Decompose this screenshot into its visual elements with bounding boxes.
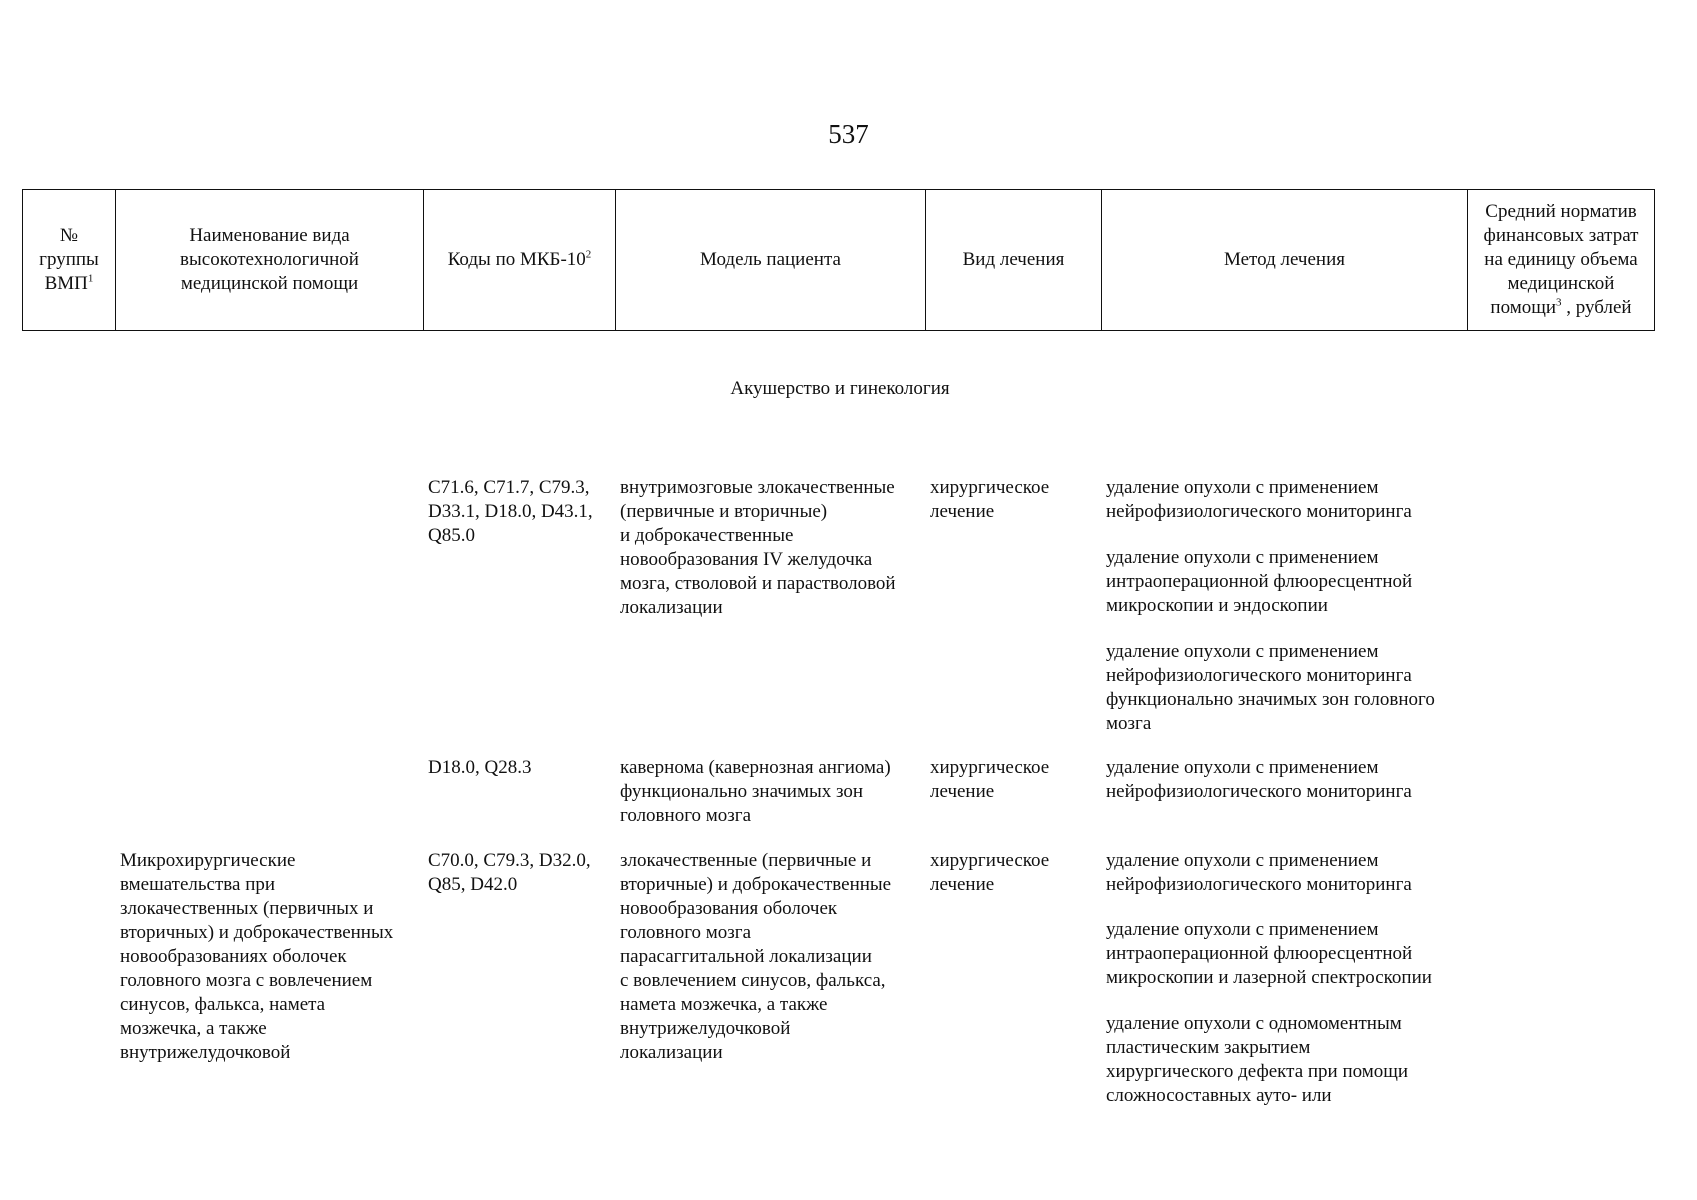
header-care-type-text: Наименование вида высокотехнологичной медицинской помощи <box>180 225 359 294</box>
row-1-patient-model: внутримозговые злокачественные (первичные и вторичные) и доброкачественные новообразования IV желудочка мозга, стволовой и парастволовой локализации <box>620 477 896 618</box>
row-1-method-1: удаление опухоли с применением нейрофизиологического мониторинга <box>1106 477 1412 522</box>
row-2-method-1: удаление опухоли с применением нейрофизиологического мониторинга <box>1106 757 1412 802</box>
row-1-codes: C71.6, C71.7, C79.3, D33.1, D18.0, D43.1, Q85.0 <box>428 477 593 546</box>
row-1-method-2: удаление опухоли с применением интраоперационной флюоресцентной микроскопии и эндоскопии <box>1106 547 1413 616</box>
section-title: Акушерство и гинекология <box>730 378 950 399</box>
row-3-method-2: удаление опухоли с применением интраоперационной флюоресцентной микроскопии и лазерной спектроскопии <box>1106 919 1432 988</box>
footnote-marker: 2 <box>585 248 592 261</box>
row-1-treatment-type: хирургическое лечение <box>930 477 1050 522</box>
header-treatment-method-text: Метод лечения <box>1223 249 1345 270</box>
header-icd-codes <box>424 190 616 331</box>
row-3-method-3: удаление опухоли с одномоментным пластическим закрытием хирургического дефекта при помощи сложносоставных ауто- или <box>1106 1013 1409 1106</box>
page-number: 537 <box>828 119 869 149</box>
row-3-treatment-type: хирургическое лечение <box>930 850 1050 895</box>
row-2-patient-model: кавернома (кавернозная ангиома) функционально значимых зон головного мозга <box>620 757 891 826</box>
header-icd-codes-text: Коды по МКБ-10 <box>447 249 586 270</box>
row-3-care-type-name: Микрохирургические вмешательства при злокачественных (первичных и вторичных) и доброкачественных новообразованиях оболочек головного мозга с вовлечением синусов, фалькса, намета мозжечка, а также внутрижелудочковой <box>120 850 394 1063</box>
header-group-number-text: № группы ВМП <box>39 225 99 294</box>
row-3-codes: C70.0, C79.3, D32.0, Q85, D42.0 <box>428 850 591 895</box>
row-2-codes: D18.0, Q28.3 <box>428 757 532 778</box>
row-3-method-1: удаление опухоли с применением нейрофизиологического мониторинга <box>1106 850 1412 895</box>
table-header <box>22 189 1655 331</box>
row-3-patient-model: злокачественные (первичные и вторичные) и доброкачественные новообразования оболочек головного мозга парасаггитальной локализации с вовлечением синусов, фалькса, намета мозжечка, а также внутрижелудочковой локализации <box>620 850 892 1063</box>
header-cost-standard-suffix: , рублей <box>1561 297 1632 318</box>
row-2-treatment-type: хирургическое лечение <box>930 757 1050 802</box>
header-cost-standard <box>1468 190 1655 331</box>
footnote-marker: 3 <box>1556 296 1562 309</box>
header-cost-standard-text: Средний норматив финансовых затрат на единицу объема медицинской помощи <box>1483 201 1639 318</box>
header-patient-model-text: Модель пациента <box>700 249 841 270</box>
header-treatment-method <box>1102 190 1468 331</box>
footnote-marker: 1 <box>87 272 94 285</box>
header-care-type <box>116 190 424 331</box>
header-patient-model <box>616 190 926 331</box>
header-treatment-type-text: Вид лечения <box>962 249 1065 270</box>
header-group-number <box>23 190 116 331</box>
row-1-method-3: удаление опухоли с применением нейрофизиологического мониторинга функционально значимых зон головного мозга <box>1106 641 1435 734</box>
header-treatment-type <box>926 190 1102 331</box>
